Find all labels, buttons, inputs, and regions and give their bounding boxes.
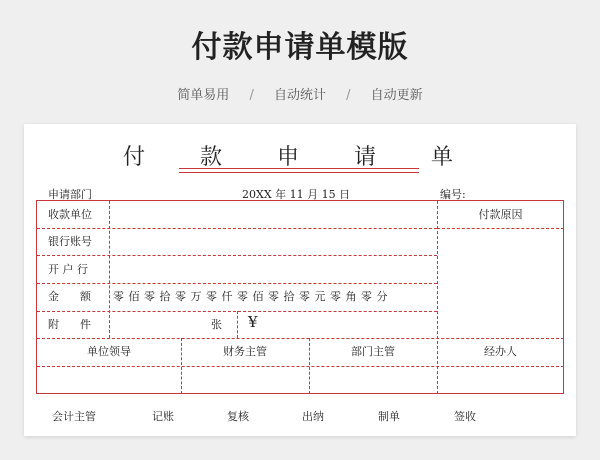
col-divider: [109, 201, 110, 338]
col-divider: [237, 311, 238, 338]
footer-cashier: 出纳: [302, 410, 324, 423]
request-date: 20XX 年 11 月 15 日: [242, 188, 351, 201]
footer-signed-by: 签收: [454, 410, 476, 423]
signer-dept-head: 部门主管: [351, 345, 395, 358]
signer-unit-leader: 单位领导: [87, 345, 131, 358]
tag-auto-update: 自动更新: [370, 88, 423, 103]
row-divider: [37, 283, 437, 284]
title-underline: [179, 172, 419, 173]
attachment-label: 附 件: [48, 318, 91, 331]
payee-label: 收款单位: [48, 208, 92, 221]
signer-finance-head: 财务主管: [223, 345, 267, 358]
row-divider: [437, 228, 564, 229]
footer-bookkeeping: 记账: [152, 410, 174, 423]
row-divider: [37, 228, 437, 229]
bank-account-label: 银行账号: [48, 235, 92, 248]
form-title: 付 款 申 请 单: [123, 145, 477, 170]
row-divider: [37, 338, 564, 339]
amount-in-words: 零 佰 零 拾 零 万 零 仟 零 佰 零 拾 零 元 零 角 零 分: [113, 290, 388, 303]
form-table: [36, 200, 564, 394]
tag-auto-stats: 自动统计: [273, 88, 326, 103]
currency-symbol: ¥: [248, 313, 258, 331]
footer-prepared-by: 制单: [378, 410, 400, 423]
dept-label: 申请部门: [48, 188, 92, 201]
col-divider: [437, 201, 438, 394]
page-title: 付款申请单模版: [191, 30, 409, 65]
feature-tags: [0, 84, 600, 103]
amount-label: 金 额: [48, 290, 91, 303]
row-divider: [37, 255, 437, 256]
row-divider: [37, 366, 564, 367]
footer-accounting-head: 会计主管: [52, 410, 96, 423]
number-label: 编号:: [440, 188, 466, 201]
reason-label: 付款原因: [478, 208, 523, 221]
tag-separator: /: [249, 88, 254, 103]
footer-review: 复核: [227, 410, 249, 423]
tag-separator: /: [346, 88, 351, 103]
sheets-label: 张: [211, 318, 222, 331]
payment-request-form: [24, 124, 576, 436]
opening-bank-label: 开 户 行: [48, 263, 88, 276]
tag-easy: 简单易用: [177, 88, 230, 103]
signer-handler: 经办人: [484, 345, 517, 358]
title-underline: [179, 168, 419, 169]
